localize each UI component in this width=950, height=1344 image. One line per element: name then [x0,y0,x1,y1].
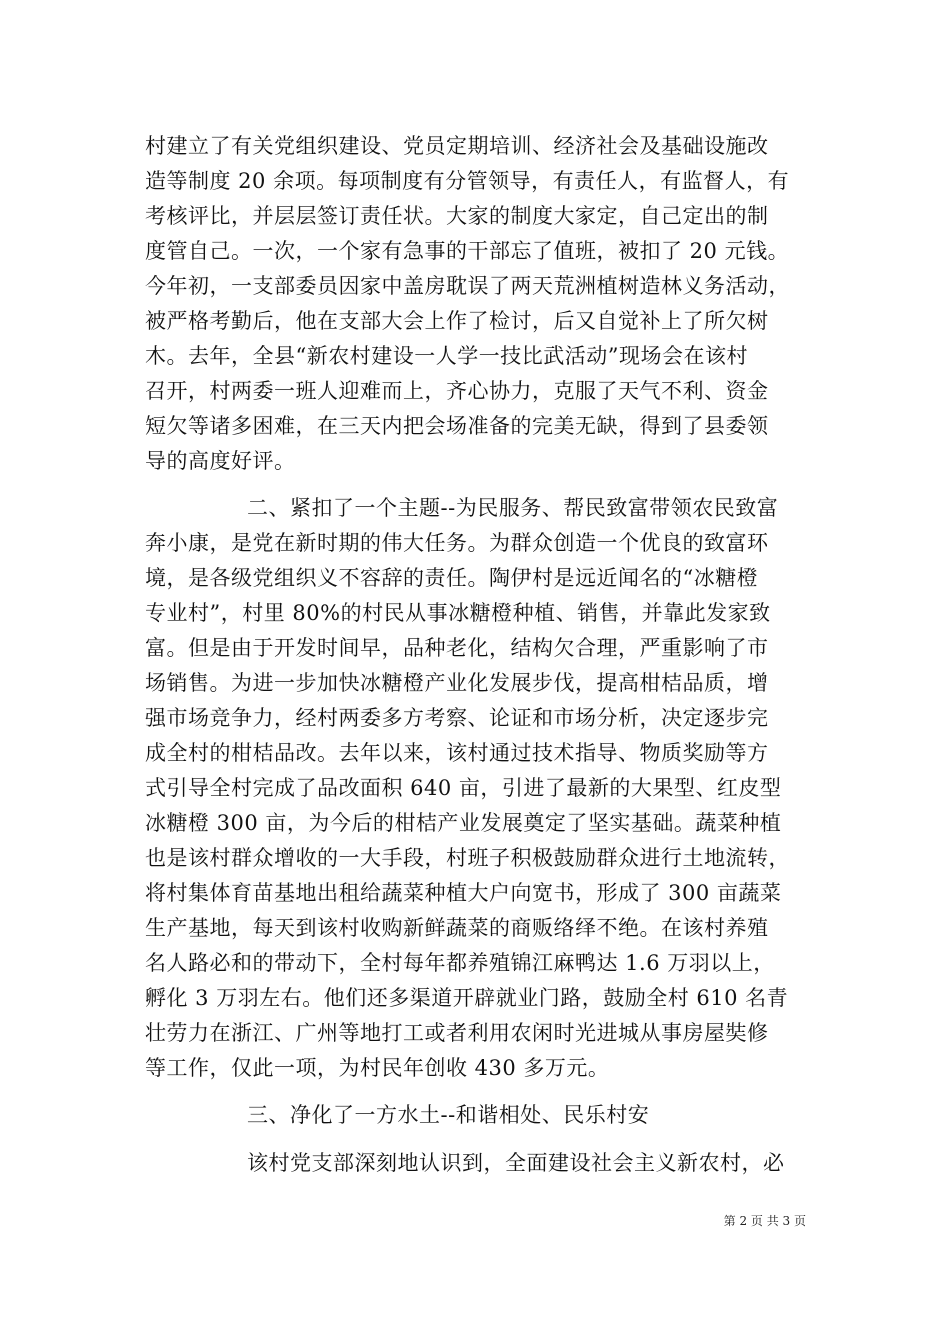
paragraph-1-line-1: 村建立了有关党组织建设、党员定期培训、经济社会及基础设施改 [145,134,769,158]
paragraph-2-line-16: 壮劳力在浙江、广州等地打工或者利用农闲时光进城从事房屋奘修 [145,1021,769,1045]
paragraph-1-line-9: 短欠等诸多困难，在三天内把会场准备的完美无缺，得到了县委领 [145,414,769,438]
paragraph-2-line-3: 境，是各级党组织义不容辞的责任。陶伊村是远近闻名的“冰糖橙 [145,566,759,590]
paragraph-2-line-14: 名人路必和的带动下，全村每年都养殖锦江麻鸭达 1.6 万羽以上， [145,951,775,975]
paragraph-4-line-1: 该村党支部深刻地认识到，全面建设社会主义新农村，必 [247,1151,785,1175]
paragraph-2-line-11: 也是该村群众增收的一大手段，村班子积极鼓励群众进行土地流转， [145,846,790,870]
paragraph-2-line-4: 专业村”，村里 80%的村民从事冰糖橙种植、销售，并靠此发家致 [145,601,771,625]
section-3-heading: 三、净化了一方水土--和谐相处、民乐村安 [247,1103,650,1127]
paragraph-2-line-10: 冰糖橙 300 亩，为今后的柑桔产业发展奠定了坚实基础。蔬菜种植 [145,811,782,835]
paragraph-1-line-2: 造等制度 20 余项。每项制度有分管领导，有责任人，有监督人，有 [145,169,790,193]
paragraph-1-line-4: 度管自己。一次，一个家有急事的干部忘了值班，被扣了 20 元钱。 [145,239,790,263]
paragraph-1-line-3: 考核评比，并层层签订责任状。大家的制度大家定，自己定出的制 [145,204,769,228]
paragraph-2-line-12: 将村集体育苗基地出租给蔬菜种植大户向宽书，形成了 300 亩蔬菜 [145,881,782,905]
paragraph-2-line-9: 式引导全村完成了品改面积 640 亩，引进了最新的大果型、红皮型 [145,776,782,800]
paragraph-1-line-7: 木。去年，全县“新农村建设一人学一技比武活动”现场会在该村 [145,344,748,368]
paragraph-2-line-15: 孵化 3 万羽左右。他们还多渠道开辟就业门路，鼓励全村 610 名青 [145,986,789,1010]
paragraph-1-line-8: 召开，村两委一班人迎难而上，齐心协力，克服了天气不利、资金 [145,379,769,403]
section-2-heading-line: 二、紧扣了一个主题--为民服务、帮民致富带领农民致富 [247,496,779,520]
paragraph-1-line-10: 导的高度好评。 [145,449,296,473]
paragraph-2-line-7: 强市场竞争力，经村两委多方考察、论证和市场分析，决定逐步完 [145,706,769,730]
paragraph-2-line-17: 等工作，仅此一项，为村民年创收 430 多万元。 [145,1056,610,1080]
paragraph-2-line-2: 奔小康，是党在新时期的伟大任务。为群众创造一个优良的致富环 [145,531,769,555]
paragraph-2-line-8: 成全村的柑桔品改。去年以来，该村通过技术指导、物质奖励等方 [145,741,769,765]
paragraph-2-line-5: 富。但是由于开发时间早，品种老化，结构欠合理，严重影响了市 [145,636,769,660]
paragraph-2-line-6: 场销售。为进一步加快冰糖橙产业化发展步伐，提高柑桔品质，增 [145,671,769,695]
page-footer: 第 2 页 共 3 页 [723,1214,806,1228]
paragraph-2-line-13: 生产基地，每天到该村收购新鲜蔬菜的商贩络绎不绝。在该村养殖 [145,916,769,940]
paragraph-1-line-5: 今年初，一支部委员因家中盖房耽误了两天荒洲植树造林义务活动， [145,274,790,298]
paragraph-1-line-6: 被严格考勤后，他在支部大会上作了检讨，后又自觉补上了所欠树 [145,309,769,333]
